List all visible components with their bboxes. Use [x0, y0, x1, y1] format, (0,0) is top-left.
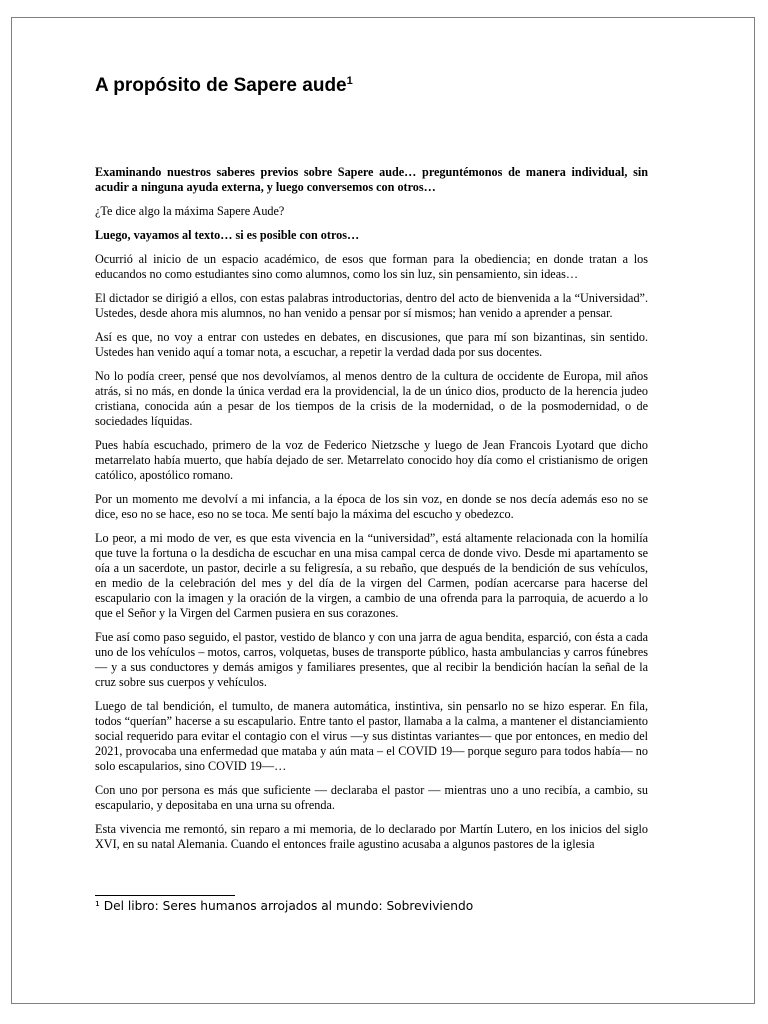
footnote-separator	[95, 895, 235, 896]
footnote-text: ¹ Del libro: Seres humanos arrojados al mundo: Sobreviviendo	[95, 899, 474, 913]
instruction-paragraph: Luego, vayamos al texto… si es posible con otros…	[95, 228, 360, 242]
body-paragraph: Luego de tal bendición, el tumulto, de manera automática, instintiva, sin pensarlo no se hizo esperar. En fila, todos “querían” hacerse a su escapulario. Entre tanto el pastor, llamaba a la calma, a mantener el distanciamiento social requerido para evitar el contagio con el virus —y sus distintas variantes— que por entonces, en medio del 2021, provocaba una enfermedad que mataba y aún mata – el COVID 19— porque seguro para todos había— no solo escapularios, sino COVID 19—…	[95, 699, 648, 773]
intro-prompt-paragraph: Examinando nuestros saberes previos sobre Sapere aude… preguntémonos de manera individual, sin acudir a ninguna ayuda externa, y luego conversemos con otros…	[95, 165, 648, 194]
body-paragraph: Lo peor, a mi modo de ver, es que esta vivencia en la “universidad”, está altamente relacionada con la homilía que tuve la fortuna o la desdicha de escuchar en una misa campal cerca de donde vivo. Desde mi apartamento se oía a un sacerdote, un pastor, decirle a su feligresía, a su rebaño, que después de la bendición de sus vehículos, en medio de la celebración del mes y del día de la virgen del Carmen, podían acercarse para hacerse del escapulario con la imagen y la oración de la virgen, a cambio de una ofrenda para la parroquia, de acuerdo a lo que el Señor y la Virgen del Carmen pusiera en sus corazones.	[95, 531, 648, 620]
body-paragraph: El dictador se dirigió a ellos, con estas palabras introductorias, dentro del acto de bienvenida a la “Universidad”. Ustedes, desde ahora mis alumnos, no han venido a pensar por sí mismos; han venido a aprender a pensar.	[95, 291, 648, 320]
title-text: A propósito de Sapere aude	[95, 75, 347, 96]
question-paragraph: ¿Te dice algo la máxima Sapere Aude?	[95, 204, 285, 218]
body-paragraph: Pues había escuchado, primero de la voz de Federico Nietzsche y luego de Jean Francois Lyotard que dicho metarrelato había muerto, que había dejado de ser. Metarrelato conocido hoy día como el cristianismo de origen católico, apostólico romano.	[95, 438, 648, 482]
body-paragraph: Con uno por persona es más que suficiente — declaraba el pastor — mientras uno a uno recibía, a cambio, su escapulario, y depositaba en una urna su ofrenda.	[95, 783, 648, 812]
body-paragraph: Esta vivencia me remontó, sin reparo a mi memoria, de lo declarado por Martín Lutero, en los inicios del siglo XVI, en su natal Alemania. Cuando el entonces fraile agustino acusaba a algunos pastores de la iglesia	[95, 822, 648, 851]
document-body	[95, 165, 648, 861]
body-paragraph: No lo podía creer, pensé que nos devolvíamos, al menos dentro de la cultura de occidente de Europa, mil años atrás, si no más, en donde la única verdad era la providencial, la de un único dios, producto de la herencia judeo cristiana, conocida aún a pesar de los tiempos de la crisis de la modernidad, o de la posmodernidad, o de sociedades líquidas.	[95, 369, 648, 428]
body-paragraph: Fue así como paso seguido, el pastor, vestido de blanco y con una jarra de agua bendita, esparció, con ésta a cada uno de los vehículos – motos, carros, volquetas, buses de transporte público, hasta ambulancias y carros fúnebres— y a sus conductores y demás amigos y familiares presentes, que al recibir la bendición hacían la señal de la cruz sobre sus cuerpos y vehículos.	[95, 630, 648, 689]
footnote-reference: 1	[346, 75, 353, 87]
document-title	[95, 74, 353, 98]
body-paragraph: Así es que, no voy a entrar con ustedes en debates, en discusiones, que para mí son bizantinas, sin sentido. Ustedes han venido aquí a tomar nota, a escuchar, a repetir la verdad dada por sus docentes.	[95, 330, 648, 359]
body-paragraph: Ocurrió al inicio de un espacio académico, de esos que forman para la obediencia; en donde tratan a los educandos no como estudiantes sino como alumnos, como los sin luz, sin pensamiento, sin ideas…	[95, 252, 648, 281]
body-paragraph: Por un momento me devolví a mi infancia, a la época de los sin voz, en donde se nos decía además eso no se dice, eso no se hace, eso no se toca. Me sentí bajo la máxima del escucho y obedezco.	[95, 492, 648, 521]
